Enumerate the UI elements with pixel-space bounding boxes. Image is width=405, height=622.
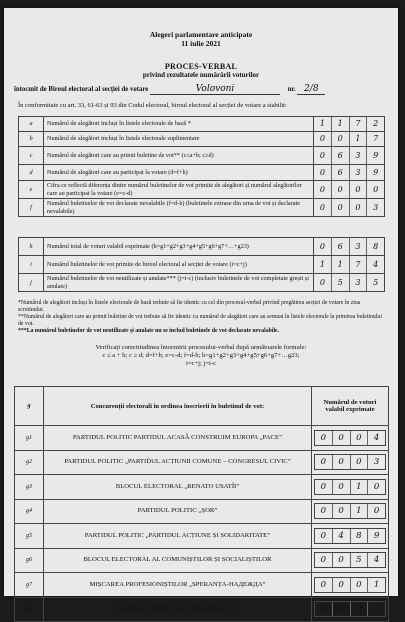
digit-box: 0	[367, 480, 385, 494]
digit-box: 0	[350, 455, 368, 469]
table-row	[19, 238, 385, 256]
station-name: Volovoni	[195, 84, 235, 94]
value-boxes	[314, 132, 385, 147]
candidate-name: PARTIDUL POLITIC „ȘOR”	[44, 499, 312, 524]
digit-box: 1	[319, 119, 325, 128]
value-boxes	[314, 181, 385, 199]
digit-box: 4	[366, 256, 384, 273]
digit-box: 2	[366, 117, 384, 131]
value-boxes	[314, 147, 385, 165]
row-description: Numărul de alegători care au participat la votare (d=f+h)	[44, 165, 314, 181]
value-boxes	[314, 117, 385, 132]
vote-boxes	[312, 573, 389, 598]
row-description: Numărul de alegători care au primit buletine de vot** (c≤a+b; c≥d)	[44, 147, 314, 165]
digit-box: 3	[349, 147, 367, 164]
digit-box: 6	[331, 147, 349, 164]
value-boxes	[314, 256, 385, 274]
digit-box: 0	[332, 578, 350, 592]
candidate-row	[15, 450, 389, 475]
row-letter: h	[19, 238, 44, 256]
value-boxes	[314, 165, 385, 181]
digit-box: 1	[367, 578, 385, 592]
digit-box: 0	[332, 455, 350, 469]
candidate-row	[15, 597, 389, 622]
row-letter: i	[19, 256, 44, 274]
row-letter: b	[19, 132, 44, 147]
digit-box: 1	[331, 256, 349, 273]
candidate-number: g6	[15, 548, 44, 573]
row-letter: c	[19, 147, 44, 165]
digit-box: 3	[349, 238, 367, 255]
digit-box: 0	[366, 181, 384, 198]
row-letter: a	[19, 117, 44, 132]
digit-box: 1	[349, 132, 367, 146]
table-row	[19, 165, 385, 181]
digit-box: 5	[350, 553, 368, 567]
value-boxes	[314, 199, 385, 217]
digit-box: 7	[349, 117, 367, 131]
table-header-row	[15, 387, 389, 426]
row-letter: e	[19, 181, 44, 199]
verification-formulas	[4, 344, 398, 368]
candidate-row	[15, 475, 389, 500]
candidate-row	[15, 524, 389, 549]
digit-box: 9	[367, 529, 385, 543]
candidate-row	[15, 499, 389, 524]
totals-table	[18, 237, 385, 292]
table-row	[19, 199, 385, 217]
digit-box: 3	[366, 199, 384, 216]
digit-box: 0	[320, 604, 327, 615]
digit-box: 0	[319, 278, 325, 287]
digit-box: 1	[319, 260, 325, 269]
digit-box: 0	[319, 134, 325, 143]
table-row	[19, 181, 385, 199]
candidate-name: BLOCUL ELECTORAL „RENATO USATÎI”	[44, 475, 312, 500]
digit-box: 0	[319, 151, 325, 160]
row-description: Cifra ce reflectă diferența dintre numărul buletinelor de vot primite de alegători și numărul alegătorilor care au participat la votare (e=c-d)	[44, 181, 314, 199]
footnotes	[18, 300, 388, 335]
drawn-by-label: întocmit de Biroul electoral al secției de votare	[14, 86, 149, 93]
candidate-name: MIȘCAREA PROFESIONIȘTILOR „SPERANȚA-НАДЕЖДА”	[44, 573, 312, 598]
candidate-number: g5	[15, 524, 44, 549]
digit-box: 9	[366, 147, 384, 164]
digit-box: 3	[349, 274, 367, 291]
footnote: **Numărul de alegători care au primit buletine de vot trebuie să fie identic cu numărul de alegători care au semnat în listele electorale la primirea buletinului de vot.	[18, 314, 382, 327]
table-row	[19, 132, 385, 147]
station-line	[14, 84, 388, 95]
formula-line: i=c+j; j=i-c	[185, 360, 216, 367]
digit-box: 0	[320, 555, 327, 566]
digit-box: 0	[319, 168, 325, 177]
row-letter: j	[19, 274, 44, 292]
digit-box: 5	[331, 274, 349, 291]
footnote: ***La numărul buletinelor de vot neutilizate și anulate nu se includ buletinele de vot declarate nevalabile.	[18, 328, 280, 334]
digit-box: 0	[320, 579, 327, 590]
digit-box: 0	[331, 181, 349, 198]
digit-box: 0	[320, 530, 327, 541]
row-letter: f	[19, 199, 44, 217]
candidate-number: g2	[15, 450, 44, 475]
election-title: Alegeri parlamentare anticipate	[149, 30, 253, 39]
digit-box: 6	[331, 238, 349, 255]
candidate-row	[15, 573, 389, 598]
candidate-number: g7	[15, 573, 44, 598]
digit-box: 4	[367, 553, 385, 567]
table-row	[19, 147, 385, 165]
digit-box: 5	[366, 274, 384, 291]
digit-box: 0	[332, 504, 350, 518]
row-description: Numărul de alegători incluși în listele electorale suplimentare	[44, 132, 314, 147]
candidate-number: g1	[15, 426, 44, 451]
digit-box: 0	[367, 504, 385, 518]
row-description: Numărul buletinelor de vot primite de biroul electoral al secției de votare (i=c+j)	[44, 256, 314, 274]
vote-boxes	[312, 499, 389, 524]
digit-box: 8	[350, 529, 368, 543]
digit-box: 1	[350, 504, 368, 518]
digit-box: 4	[332, 529, 350, 543]
digit-box: 0	[331, 199, 349, 216]
digit-box: 4	[367, 431, 385, 445]
digit-box: 1	[350, 480, 368, 494]
table-row	[19, 117, 385, 132]
digit-box: 1	[331, 117, 349, 131]
vote-boxes	[312, 548, 389, 573]
row-letter: d	[19, 165, 44, 181]
vote-boxes	[312, 597, 389, 622]
verification-heading: Verificați corectitudinea întocmirii procesului-verbal după următoarele formule:	[95, 344, 307, 351]
digit-box: 0	[332, 431, 350, 445]
digit-box: 0	[350, 431, 368, 445]
digit-box: 3	[349, 165, 367, 180]
value-boxes	[314, 274, 385, 292]
digit-box: 0	[319, 242, 325, 251]
value-boxes	[314, 238, 385, 256]
digit-box: 0	[349, 181, 367, 198]
digit-box: 0	[332, 602, 350, 616]
digit-box: 0	[350, 602, 368, 616]
footnote: *Numărul de alegători incluși în listele electorale de bază trebuie să fie identic cu cel din procesul-verbal privind pregătirea secției de votare în ziua scrutinului.	[18, 300, 361, 313]
station-number: 2/8	[304, 84, 319, 94]
row-description: Numărul total de voturi valabil exprimate (h=g1+g2+g3+g4+g5+g6+g7+…+g23)	[44, 238, 314, 256]
vote-boxes	[312, 450, 389, 475]
vote-boxes	[312, 524, 389, 549]
digit-box: 7	[366, 132, 384, 146]
digit-box: 0	[320, 481, 327, 492]
candidate-name: PARTIDUL POLITIC PARTIDUL ACASĂ CONSTRUIM EUROPA „PACE”	[44, 426, 312, 451]
candidate-name: PARTIDUL DEMOCRAT DIN MOLDOVA	[44, 597, 312, 622]
digit-box: 0	[349, 199, 367, 216]
digit-box: 4	[367, 602, 385, 616]
candidate-row	[15, 426, 389, 451]
digit-box: 8	[366, 238, 384, 255]
digit-box: 3	[367, 455, 385, 469]
col-g-header: g	[15, 387, 44, 426]
candidate-name: PARTIDUL POLITIC „PARTIDUL ACȚIUNE ȘI SOLIDARITATE”	[44, 524, 312, 549]
digit-box: 0	[331, 132, 349, 146]
row-description: Numărul buletinelor de vot neutilizate și anulate*** (j=i-c) (inclusiv buletinele de vot completate greșit și anulate)	[44, 274, 314, 292]
digit-box: 0	[332, 553, 350, 567]
document-subtitle: privind rezultatele numărării voturilor	[142, 71, 260, 79]
intro-text: În conformitate cu art. 33, 61-63 și 93 din Codul electoral, biroul electoral al secției de votare a stabilit:	[18, 102, 287, 109]
digit-box: 0	[350, 578, 368, 592]
row-description: Numărul de alegători incluși în listele electorale de bază *	[44, 117, 314, 132]
digit-box: 0	[320, 506, 327, 517]
candidates-table	[14, 386, 389, 622]
election-date: 11 iulie 2021	[181, 39, 221, 48]
digit-box: 0	[319, 185, 325, 194]
digit-box: 9	[366, 165, 384, 180]
candidate-number: g8	[15, 597, 44, 622]
nr-label: nr.	[287, 86, 296, 93]
formula-line: c ≤ a + b; c ≥ d; d=f+h; e=c-d; f=d-h; h=g1+g2+g3+g4+g5+g6+g7+…g23;	[102, 352, 300, 359]
digit-box: 0	[320, 432, 327, 443]
candidate-number: g4	[15, 499, 44, 524]
table-row	[19, 274, 385, 292]
candidate-name: BLOCUL ELECTORAL AL COMUNIȘTILOR ȘI SOCIALIȘTILOR	[44, 548, 312, 573]
candidate-row	[15, 548, 389, 573]
col-votes-header: Numărul de voturi valabil exprimate	[312, 387, 389, 426]
counts-table	[18, 116, 385, 217]
vote-boxes	[312, 475, 389, 500]
digit-box: 0	[332, 480, 350, 494]
digit-box: 0	[319, 203, 325, 212]
digit-box: 6	[331, 165, 349, 180]
digit-box: 0	[320, 457, 327, 468]
protocol-sheet	[4, 8, 398, 615]
digit-box: 7	[349, 256, 367, 273]
candidate-number: g3	[15, 475, 44, 500]
document-title: PROCES-VERBAL	[164, 62, 238, 71]
table-row	[19, 256, 385, 274]
candidate-name: PARTIDUL POLITIC „PARTIDUL ACȚIUNII COMUNE – CONGRESUL CIVIC”	[44, 450, 312, 475]
row-description: Numărul buletinelor de vot declarate nevalabile (f=d-h) (buletinele extrase din urna de vot și declarate nevalabile)	[44, 199, 314, 217]
col-name-header: Concurenții electorali în ordinea înscrierii în buletinul de vot:	[44, 387, 312, 426]
vote-boxes	[312, 426, 389, 451]
